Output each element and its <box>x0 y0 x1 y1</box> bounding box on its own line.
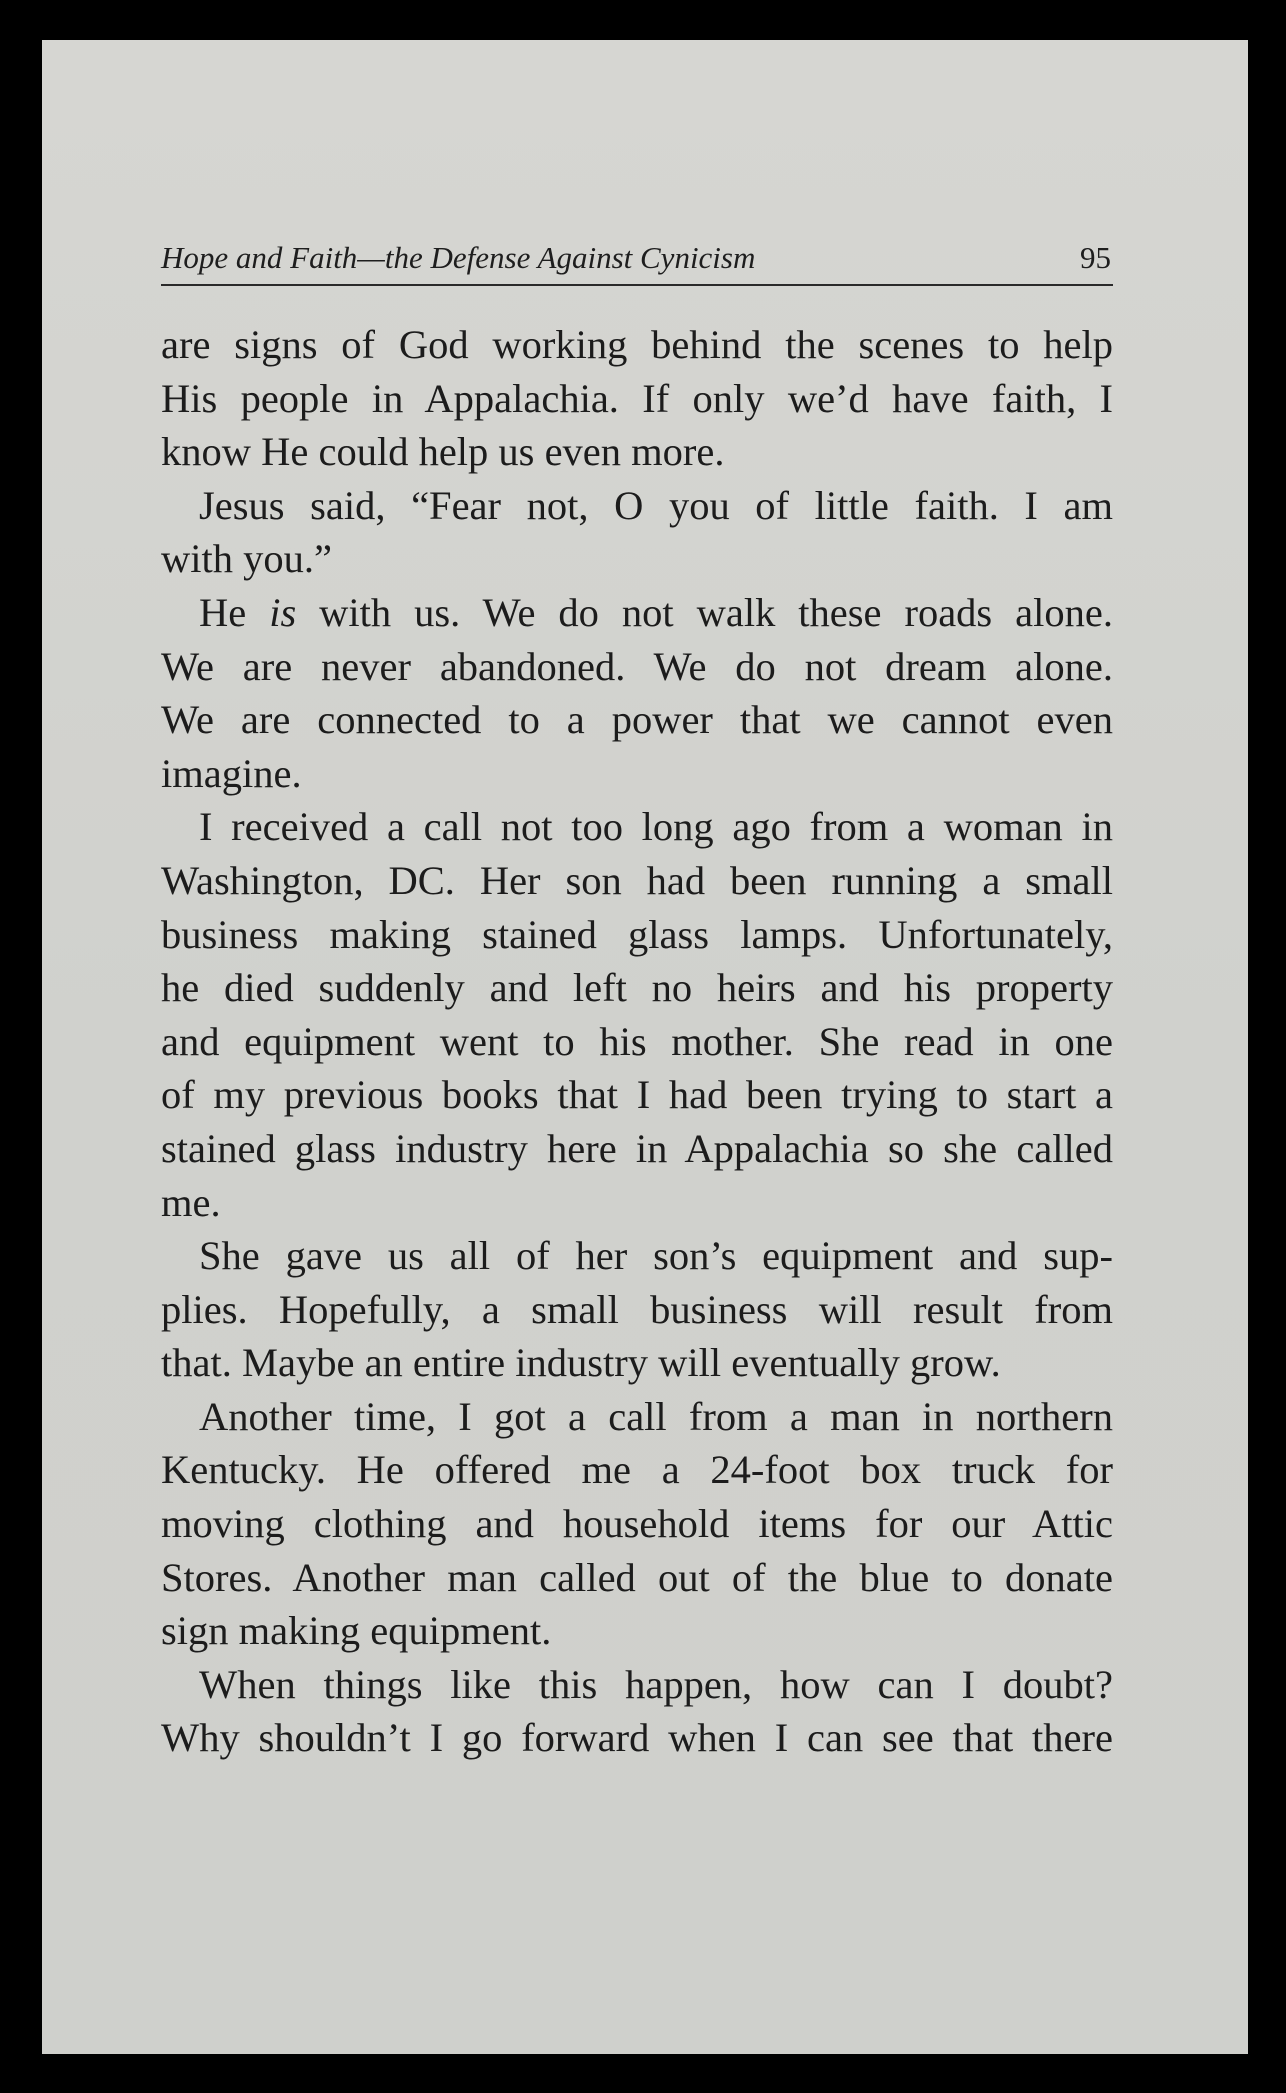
text-line: Kentucky. He offered me a 24-foot box truck for <box>161 1447 1113 1493</box>
emphasized-word: is <box>269 589 297 635</box>
text-line: Why shouldn’t I go forward when I can see that there <box>161 1715 1113 1761</box>
text-line: His people in Appalachia. If only we’d have faith, I <box>161 375 1113 421</box>
text-line: Another time, I got a call from a man in northern <box>199 1393 1113 1439</box>
text-line: moving clothing and household items for our Attic <box>161 1501 1113 1547</box>
text-line: imagine. <box>161 750 302 796</box>
text-line: When things like this happen, how can I doubt? <box>199 1661 1113 1707</box>
page-number: 95 <box>1080 240 1111 275</box>
text-line: are signs of God working behind the scenes to help <box>161 322 1113 367</box>
text-line: business making stained glass lamps. Unfortunately, <box>161 911 1113 957</box>
text-fragment: He <box>199 589 270 635</box>
text-line: We are connected to a power that we cannot even <box>161 697 1113 743</box>
text-line: that. Maybe an entire industry will eventually grow. <box>161 1340 1001 1386</box>
text-line: We are never abandoned. We do not dream alone. <box>161 643 1113 689</box>
body-text <box>161 318 1113 1765</box>
text-line: and equipment went to his mother. She read in one <box>161 1018 1113 1064</box>
text-line: know He could help us even more. <box>161 429 725 475</box>
text-line: he died suddenly and left no heirs and his property <box>161 965 1113 1011</box>
running-title: Hope and Faith—the Defense Against Cynicism <box>161 240 756 275</box>
text-line: sign making equipment. <box>161 1608 552 1654</box>
text-line: with you.” <box>161 536 332 582</box>
text-line: stained glass industry here in Appalachia so she called <box>161 1125 1113 1171</box>
text-line: of my previous books that I had been trying to start a <box>161 1072 1113 1118</box>
text-line: I received a call not too long ago from a woman in <box>199 804 1113 850</box>
text-line: plies. Hopefully, a small business will result from <box>161 1286 1113 1332</box>
text-line: Jesus said, “Fear not, O you of little faith. I am <box>199 482 1113 528</box>
text-line: She gave us all of her son’s equipment and sup- <box>199 1233 1113 1279</box>
page-header <box>161 236 1113 286</box>
text-fragment: with us. We do not walk these roads alone. <box>296 589 1113 635</box>
text-line: Washington, DC. Her son had been running a small <box>161 857 1113 903</box>
text-line: me. <box>161 1179 221 1225</box>
text-line: Stores. Another man called out of the blue to donate <box>161 1554 1113 1600</box>
text-line <box>161 586 1113 640</box>
